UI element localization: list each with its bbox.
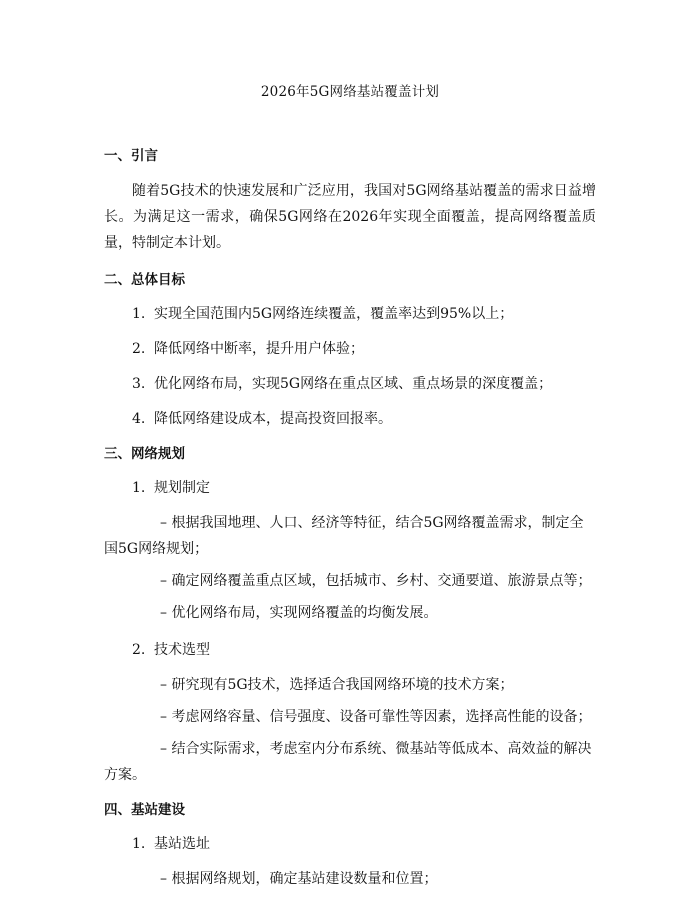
goal-text: 优化网络布局，实现5G网络在重点区域、重点场景的深度覆盖； [154,376,553,392]
subsection-title-text: 技术选型 [154,642,210,658]
bullet-group [104,866,596,892]
section-heading-goals: 二、总体目标 [104,272,185,288]
goal-text: 降低网络中断率，提升用户体验； [154,341,364,357]
subsection-number: 1. [132,836,146,852]
goal-number: 4. [132,411,146,427]
bullet-group [104,672,596,788]
bullet-item: – 根据网络规划，确定基站建设数量和位置； [160,871,438,887]
intro-paragraph: 随着5G技术的快速发展和广泛应用，我国对5G网络基站覆盖的需求日益增长。为满足这一需求，确保5G网络在2026年实现全面覆盖，提高网络覆盖质量，特制定本计划。 [104,183,596,251]
goal-item [104,409,596,429]
bullet-group [104,510,596,626]
goal-text: 实现全国范围内5G网络连续覆盖，覆盖率达到95%以上； [154,306,514,322]
subsection-number: 2. [132,642,146,658]
document-title: 2026年5G网络基站覆盖计划 [260,84,440,100]
goal-item [104,339,596,359]
subsection-number: 1. [132,480,146,496]
planning-subsection-1 [104,478,596,626]
bullet-item: – 根据我国地理、人口、经济等特征，结合5G网络覆盖需求，制定全国5G网络规划； [104,515,584,557]
bullet-item: – 考虑网络容量、信号强度、设备可靠性等因素，选择高性能的设备； [160,709,592,725]
bullet-item: – 优化网络布局，实现网络覆盖的均衡发展。 [160,605,438,621]
subsection-title-text: 基站选址 [154,836,210,852]
planning-subsection-2 [104,640,596,788]
construction-subsection-1 [104,834,596,892]
goal-number: 3. [132,376,146,392]
subsection-title [104,640,596,660]
goals-list [104,304,596,429]
subsection-title [104,478,596,498]
goal-item [104,374,596,394]
goal-number: 1. [132,306,146,322]
bullet-item: – 研究现有5G技术，选择适合我国网络环境的技术方案； [160,677,514,693]
subsection-title-text: 规划制定 [154,480,210,496]
subsection-title [104,834,596,854]
goal-text: 降低网络建设成本，提高投资回报率。 [154,411,392,427]
section-heading-planning: 三、网络规划 [104,446,185,462]
goal-item [104,304,596,324]
bullet-item: – 确定网络覆盖重点区域，包括城市、乡村、交通要道、旅游景点等； [160,573,592,589]
goal-number: 2. [132,341,146,357]
section-heading-intro: 一、引言 [104,148,158,164]
bullet-item: – 结合实际需求，考虑室内分布系统、微基站等低成本、高效益的解决方案。 [104,741,592,783]
section-heading-construction: 四、基站建设 [104,802,185,818]
